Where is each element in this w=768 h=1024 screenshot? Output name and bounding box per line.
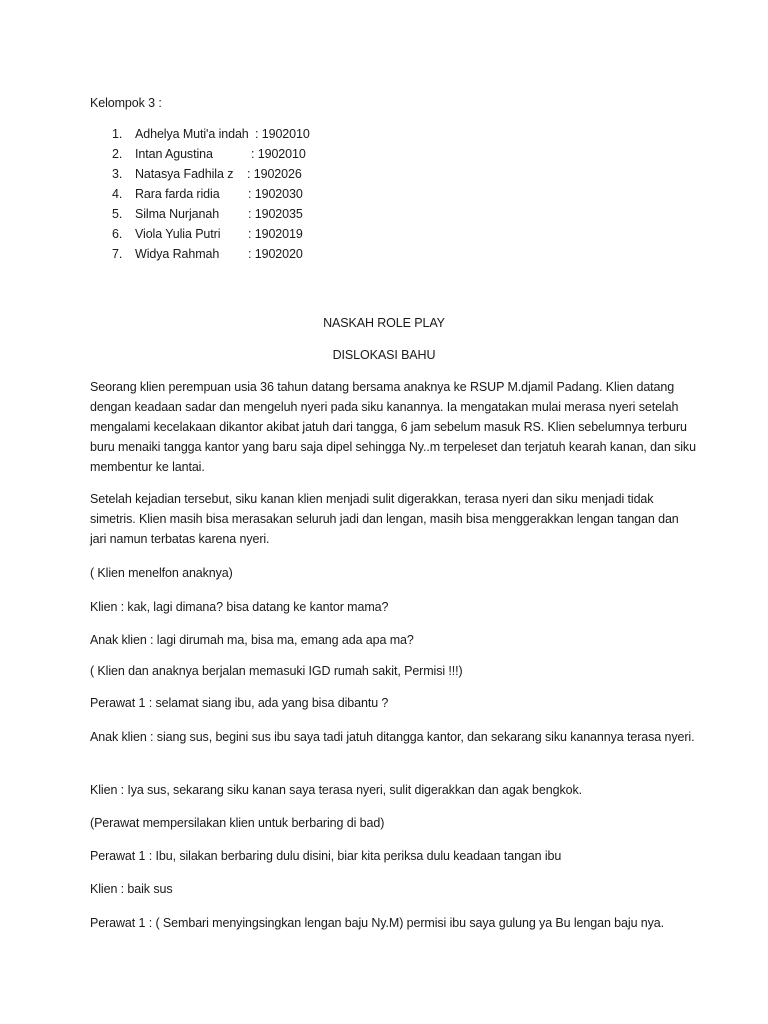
- intro-paragraph: Seorang klien perempuan usia 36 tahun datang bersama anaknya ke RSUP M.djamil Padang. Klien datang dengan keadaan sadar dan mengeluh nyeri pada siku kanannya. Ia mengatakan mulai merasa nyeri setelah mengalami kecelakaan dikantor akibat jatuh dari tangga, 6 jam sebelum masuk RS. Klien sebelumnya terburu buru menaiki tangga kantor yang baru saja dipel sehingga Ny..m terpeleset dan terjatuh kearah kanan, dan siku membentur ke lantai.: [90, 380, 696, 474]
- dialogue-line: Klien : Iya sus, sekarang siku kanan saya terasa nyeri, sulit digerakkan dan agak bengkok.: [90, 783, 582, 797]
- dialogue-line: Perawat 1 : ( Sembari menyingsingkan lengan baju Ny.M) permisi ibu saya gulung ya Bu lengan baju nya.: [90, 916, 665, 930]
- member-nim: : 1902010: [251, 147, 306, 161]
- member-nim: : 1902020: [248, 247, 303, 261]
- condition-paragraph: Setelah kejadian tersebut, siku kanan klien menjadi sulit digerakkan, terasa nyeri dan siku menjadi tidak simetris. Klien masih bisa merasakan seluruh jadi dan lengan, masih bisa menggerakkan lengan tangan dan jari namun terbatas karena nyeri.: [90, 492, 679, 546]
- dialogue-line: Anak klien : lagi dirumah ma, bisa ma, emang ada apa ma?: [90, 633, 414, 647]
- member-nim: : 1902030: [248, 187, 303, 201]
- member-number: 7.: [112, 247, 123, 261]
- dialogue-line: ( Klien dan anaknya berjalan memasuki IGD rumah sakit, Permisi !!!): [90, 664, 463, 678]
- member-nim: : 1902019: [248, 227, 303, 241]
- dialogue-line: Perawat 1 : selamat siang ibu, ada yang bisa dibantu ?: [90, 696, 389, 710]
- member-number: 1.: [112, 127, 123, 141]
- member-number: 4.: [112, 187, 123, 201]
- member-number: 3.: [112, 167, 123, 181]
- dialogue-line: Anak klien : siang sus, begini sus ibu saya tadi jatuh ditangga kantor, dan sekarang siku kanannya terasa nyeri.: [90, 730, 695, 744]
- dialogue-line: Klien : baik sus: [90, 882, 173, 896]
- member-number: 2.: [112, 147, 123, 161]
- member-name: Intan Agustina: [135, 147, 213, 161]
- member-name: Silma Nurjanah: [135, 207, 220, 221]
- dialogue-line: (Perawat mempersilakan klien untuk berbaring di bad): [90, 816, 385, 830]
- group-title: Kelompok 3 :: [90, 96, 162, 110]
- member-number: 6.: [112, 227, 123, 241]
- dialogue-line: Perawat 1 : Ibu, silakan berbaring dulu disini, biar kita periksa dulu keadaan tangan ibu: [90, 849, 562, 863]
- dialogue-line: Klien : kak, lagi dimana? bisa datang ke kantor mama?: [90, 600, 389, 614]
- member-nim: : 1902026: [247, 167, 302, 181]
- member-name: Adhelya Muti'a indah: [135, 127, 249, 141]
- dialogue-line: ( Klien menelfon anaknya): [90, 566, 233, 580]
- member-name: Natasya Fadhila z: [135, 167, 234, 181]
- member-nim: : 1902035: [248, 207, 303, 221]
- member-nim: : 1902010: [255, 127, 310, 141]
- member-name: Viola Yulia Putri: [135, 227, 221, 241]
- member-name: Widya Rahmah: [135, 247, 220, 261]
- member-number: 5.: [112, 207, 123, 221]
- document-title: NASKAH ROLE PLAY: [323, 316, 445, 330]
- member-name: Rara farda ridia: [135, 187, 220, 201]
- document-subtitle: DISLOKASI BAHU: [332, 348, 436, 362]
